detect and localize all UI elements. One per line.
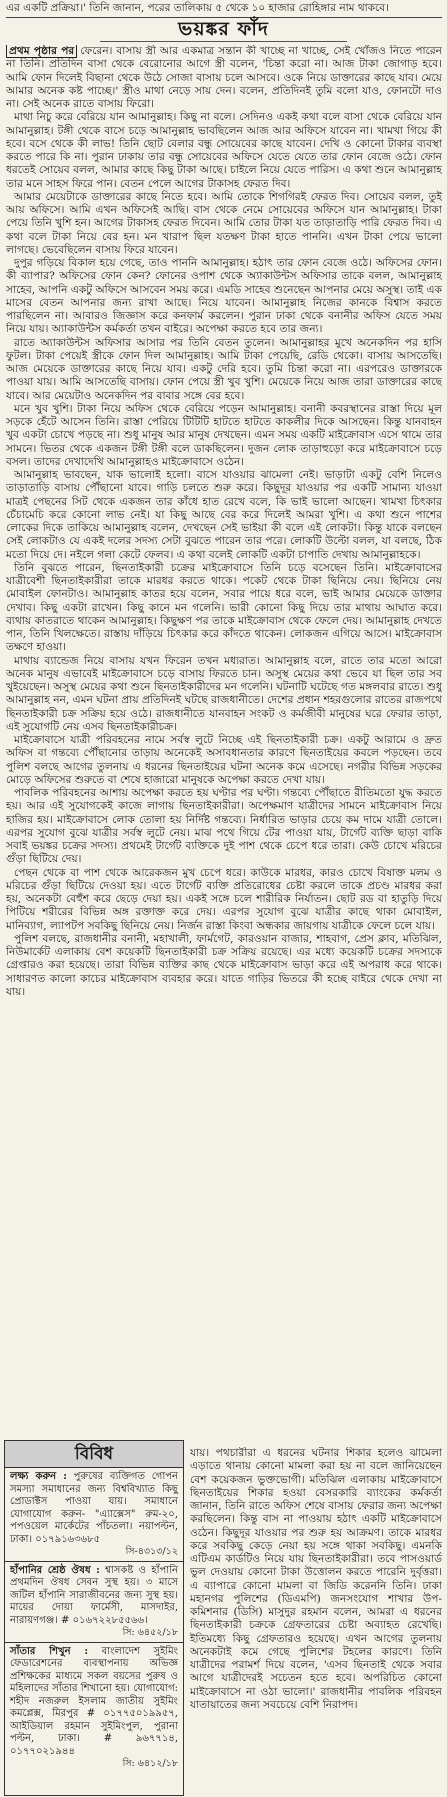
article-lead [6,45,442,111]
article-paragraph: মনে খুব খুশি। টাকা নিয়ে অফিস থেকে বেরিয়ে পড়েন আমানুল্লাহ। বনানী কবরস্থানের রাস্তা দিয়ে মূল সড়কে হেঁটে আসেন তিনি। রাস্তা পেরিয়ে টিটিটি হাটতে হাটতে কাকলীর দিকে আসছেন। কিন্তু যানবাহন খুব একটা চোখে পড়ছে না। শুধু মানুষ আর মানুষ দেখছেন। এমন সময় একটি মাইক্রোবাস এসে থামে তার সামনে। ভিতর থেকে একজন টঙ্গী টঙ্গী বলে ডাকছিলেন। দুজন লোক তাড়াহুড়ো করে মাইক্রোবাসে চড়ে বসল। তাদের দেখাদেখি আমানুল্লাহও মাইক্রোবাসে ওঠেন। [6,402,442,468]
article-paragraph: আমানুল্লাহ ভাবছেন, যাক ভালোই হলো। বাসে যাওয়ার ঝামেলা নেই। ভাড়াটা একটু বেশি নিলেও তাড়াতাড়ি বাসায় পৌঁছানো যাবে। গাড়ি চলতে শুরু করে। কিছুদূর যাওয়ার পর একটি সামান্য যাওয়া মাত্রই পেছনের সিট থেকে একজন তার কাঁধে হাত রেখে বলে, কি ভাই ভালো আছেন। খামখা চিৎকার চেঁচামেচি করে কোনো লাভ নেই। যা কিছু আছে বের করে দিলেই আমরা খুশি। এ কথা শুনে পাশের লোকের দিকে তাকিয়ে আমানুল্লাহ বলেন, দেখছেন সেই ভাইয়া কী বলে এই লোকটা। কিন্তু যাকে বলছেন সেই লোকটাও যে একই দলের সদস্য সেটা বুঝতে পারেন তার পরে। লোকটি উল্টো বলল, যা বলছে, ঠিক মতো দিয়ে দে। নইলে গলা কেটে ফেলব। এ কথা বলেই লোকটি একটা চাপাতি দেখায় আমানুল্লাহকে। [6,469,442,561]
article-continuation-column: যায়। পথচারীরা এ ধরনের ঘটনার শিকার হলেও ঝামেলা এড়াতে থানায় কোনো মামলা করা হয় না বলে জানিয়েছেন বেশ কয়েকজন ভুক্তভোগী। মতিঝিল এলাকায় মাইক্রোবাসে ছিনতাইয়ের শিকার হওয়া বেসরকারি ব্যাংকের কর্মকর্তা জানান, তিনি রাতে অফিস শেষে বাসায় ফেরার জন্য অপেক্ষা করছিলেন। কিন্তু বাস না পাওয়ায় হঠাৎ একটি মাইক্রোবাসে ওঠেন। কিছুদূর যাওয়ার পর শুরু হয় আক্রমণ। তাকে মারধর করে সবকিছু কেড়ে নেয়া হয় সঙ্গে থাকা সবকিছু। এমনকি এটিএম কার্ডটিও নিয়ে যায় ছিনতাইকারীরা। তবে পাসওয়ার্ড ভুল দেওয়ায় কোনো টাকা উত্তোলন করতে পারেনি দুর্বৃত্তরা। এ ব্যাপারে কোনো মামলা বা জিডি করেননি তিনি। ঢাকা মহানগর পুলিশের (ডিএমপি) জনসংযোগ শাখার উপ-কমিশনার (ডিসি) মাসুদুর রহমান বলেন, আমরা এ ধরনের ছিনতাইকারী চক্রকে গ্রেফতারের চেষ্টা অব্যাহত রেখেছি। ইতিমধ্যে কিছু গ্রেফতারও হয়েছে। এখন আগের তুলনায় অনেকটাই কমে গেছে পুলিশের টহলের কারণে। তিনি যাত্রীদের পরামর্শ দিয়ে বলেন, 'এসব ছিনতাই থেকে সবার আগে যাত্রীদেরই সচেতন হতে হবে। অপরিচিত কোনো মাইক্রোবাসে না ওঠা ভালো।' রাজধানীর পাবলিক পরিবহন যাতায়াতের জন্য সবচেয়ে বেশি নিরাপদ। [190,1447,442,1711]
ad-title: সাঁতার শিখুন : [10,1645,89,1657]
ad-code: সি: ৬৪৫২/১৮ [122,1627,178,1638]
article-paragraph: রাতে অ্যাকাউন্টস অফিসার আসার পর তিনি বেতন তুলেন। আমানুল্লাহর মুখে অনেকদিন পর হাসি ফুটল। টাকা পেয়েই স্ত্রীকে ফোন দিল আমানুল্লাহ। আমি টাকা পেয়েছি, রেডি থেকো। বাসায় আসতেছি। আজ মেয়েকে ডাক্তারের কাছে নিয়ে যাব। একটু দেরি হবে। তুমি চিন্তা করো না। এরপরেও ডাক্তারকে পাওয়া যায়। আমি আসতেছি বাসায়। ফোন পেয়ে স্ত্রী খুব খুশি। মেয়েকে নিয়ে আজ তারা ডাক্তারের কাছে যাবে। আর মেয়েটাও অনেকদিন পর বাবার সঙ্গে বের হবে। [6,336,442,402]
ad-body: পুরুষের ব্যক্তিগত গোপন সমস্যা সমাধানের জন্য বিশ্ববিখ্যাত কিছু প্রোডাক্টস পাওয়া যায়। সমাধানে যোগাযোগ করুন- "এ্যাক্সেস" রুম-২০, পপওয়েল মার্কেটের পাঁচতলা। নয়াপল্টন, ঢাকা। ০১৭৯১৬৩৬৮৫ [10,1471,178,1545]
headline: ভয়ঙ্কর ফাঁদ [178,18,269,40]
ad-title: হাঁপানির শ্রেষ্ঠ ঔষধ : [10,1564,100,1576]
article-paragraph: মাথা নিচু করে বেরিয়ে যান আমানুল্লাহ। কিছু না বলে। সেদিনও একই কথা বলে বাসা থেকে বেরিয়ে যান আমানুল্লাহ। টঙ্গী থেকে বাসে চড়ে আমানুল্লাহ ভাবছিলেন আজ আর অফিসে যাবেন না। খামখা গিয়ে কী হবে। বসে থেকে কী লাভ! তিনি ছোট বেলার বন্ধু সোয়েবের কাছে যাবেন। দেখি ও কোনো টাকার ব্যবস্থা করতে পারে কি না। পুরান ঢাকায় তার বন্ধু সোয়েবের অফিসে যেতে যেতে তার ফোন বেজে ওঠে। ফোন ধরতেই সোয়েব বলল, আমার কাছে কিছু টাকা আছে। চাইলে নিয়ে যেতে পারিস। এ কথা শুনে আমানুল্লাহ তার মনে সাহস ফিরে পান। বেতন পেলে আগের টাকাসহ ফেরত দিব। [6,111,442,190]
jump-tag: প্রথম পৃষ্ঠার পর [6,45,77,58]
classifieds-heading: বিবিধ [5,1441,183,1468]
ad-body: বাংলাদেশ সুইমিং ফেডারেশনের ব্যবস্থাপনায় অভিজ্ঞ প্রশিক্ষকের মাধ্যমে সকল বয়সের পুরুষ ও মহিলাদের সাঁতার শিখানো হয়। যোগাযোগ: শহীদ নজরুল ইসলাম জাতীয় সুইমিং কমপ্লেক্স, মিরপুর # ০১৭৭৫০১৯৯৫৭, আইডিয়াল রহমান সুইমিংপুল, পুরানা পল্টন, ঢাকা। # ৯৬৭৭১৪, ০১৭৭০২১৯৪৪ [10,1645,178,1757]
ad-title: লক্ষ্য করুন : [10,1471,67,1482]
ad-code: সি: ৬৪১২/১৮ [122,1758,178,1769]
article-paragraph: পুলিশ বলছে, রাজধানীর বনানী, মহাখালী, ফার্মগেট, কারওয়ান বাজার, শাহবাগ, প্রেস ক্লাব, মতিঝিল, নিউমার্কেট এলাকায় বেশ কয়েকটি ছিনতাইকারী চক্র সক্রিয় রয়েছে। এর মধ্যে কয়েকটি চক্রের সদস্যকে গ্রেপ্তারও করা হয়েছে। তারা বিভিন্ন ব্যক্তির কাছ থেকে মাইক্রোবাস ভাড়া করে এই অপরাধ করে থাকে। সাধারণত কালো কাচের মাইক্রোবাস ব্যবহার করে। যাতে গাড়ির ভিতরে কী হচ্ছে বাইরে থেকে দেখা না যায়। [6,932,442,998]
article-paragraph: মাইক্রোবাসে যাত্রী পরিবহনের নামে সর্বস্ব লুটে নিচ্ছে এই ছিনতাইকারী চক্র। একটু আরামে ও দ্রুত অফিস বা গন্তব্যে পৌঁছানোর তাড়ায় অনেকেই অসাবধানতার কারণে ছিনতাইয়ের কবলে পড়ছেন। তবে পুলিশ বলছে আগের তুলনায় এ ধরনের ছিনতাইয়ের ঘটনা অনেক কমে এসেছে। নগরীর বিভিন্ন সড়কের মোড়ে অফিসের শুরুতে বা শেষে হাজারো মানুষকে অপেক্ষা করতে দেখা যায়। [6,734,442,786]
ad-body: শ্বাসকষ্ট ও হাঁপানি প্রথমদিন ঔষধ সেবন সুস্থ হয়। ৩ মাসে জটিল হাঁপানি সারাজীবনের জন্য সুস্থ হয়। মায়ের দোয়া ফার্মেসী, মাসদাইর, নারায়ণগঞ্জ। # ০১৬৭২২৮৫৫৬৬। [10,1564,178,1626]
previous-story-tail: এর একটি প্রক্রিয়া।' তিনি জানান, পরের তালিকায় ৫ থেকে ১০ হাজার রোহিঙ্গার নাম থাকবে। [6,2,442,18]
classifieds-box [4,1440,184,1796]
article-paragraph: মাথায় ব্যান্ডেজ নিয়ে বাসায় যখন ফিরেন তখন মধ্যরাত। আমানুল্লাহ বলে, রাতে তার মতো আরো অনেক মানুষ এভাবেই মাইক্রোবাসে চড়ে বাসায় ফিরতে চান। অসুস্থ মেয়ের কথা ভেবে যা ছিল তার সব খুইয়েছেন। অসুস্থ মেয়ের কথা শুনে ছিনতাইকারীদের মন গলেনি। ঘটনাটি ঘটেছে গত মঙ্গলবার রাতে। শুধু আমানুল্লাহ নন, এমন ঘটনা প্রায় প্রতিদিনই ঘটছে রাজধানীতে। দেশের প্রধান শহরগুলোর রাতের রাজপথে ছিনতাইকারী চক্র সক্রিয় হয়ে ওঠে। রাজধানীতে যানবাহন সংকট ও কর্মজীবী মানুষের ঘরে ফেরার তাড়া, এই সুযোগটি নেয় এসব ছিনতাইকারীচক্র। [6,654,442,733]
classified-ad [5,1643,183,1773]
article-paragraph: আমার মেয়েটাকে ডাক্তারের কাছে নিতে হবে। আমি তোকে শিগগিরই ফেরত দিব। সোয়েব বলল, তুই আয় অফিসে। আমি এখন অফিসেই আছি। বাস থেকে নেমে সোয়েবের অফিসে যান আমানুল্লাহ। টাকা পেয়ে তিনি খুশি হন। আগের টাকাসহ ফেরত দিবেন। আমি তোর টাকা যত তাড়াতাড়ি পারি ফেরত দিব। এ কথা বলে টাকা নিয়ে বের হন। মন খারাপ ছিল যতক্ষণ টাকা হাতে পাননি। এখন টাকা পেয়ে ভালো লাগছে। ভেবেছিলেন বাসায় ফিরে যাবেন। [6,190,442,256]
headline-rule [100,41,347,42]
classified-ad [5,1562,183,1643]
article-paragraph: পাবলিক পরিবহনের আশায় অপেক্ষা করতে হয় ঘণ্টার পর ঘণ্টা। গন্তব্যে পৌঁছাতে রীতিমতো যুদ্ধ করতে হয়। আর এই সুযোগকেই কাজে লাগায় ছিনতাইকারীরা। অপেক্ষমাণ যাত্রীদের সামনে মাইক্রোবাস নিয়ে হাজির হয়। মাইক্রোবাসে লোক তোলা হয় নির্দিষ্ট গন্তব্যে। নির্ধারিত ভাড়ার চেয়ে কম দামে যাত্রী তোলে। এরপর সুযোগ বুঝে যাত্রীর সর্বস্ব লুটে নেয়। মাঝ পথে গিয়ে টের পাওয়া যায়, টার্গেট ব্যক্তি ছাড়া বাকি সবাই ভয়ঙ্কর চক্রের সদস্য। প্রথমেই টার্গেট ব্যক্তিকে দুই পাশ থেকে চেপে ধরে তারা। কেউ চোখে মরিচের গুঁড়া ছিটিয়ে দেয়। [6,787,442,866]
article-paragraph: পেছন থেকে বা পাশ থেকে আরেকজন মুখ চেপে ধরে। কাউকে মারধর, কারও চোখে বিষাক্ত মলম ও মরিচের গুঁড়া ছিটিয়ে দেওয়া হয়। এতে টার্গেট ব্যক্তি প্রতিরোধের চেষ্টা করলে তাকে প্রচণ্ড মারধর করা হয়, অনেকটা বেহুঁশ করে ছেড়ে দেয়া হয়। একই সঙ্গে চলে শারীরিক নির্যাতন। ছোট রড বা হাতুড়ি দিয়ে পিটিয়ে শরীরের বিভিন্ন অঙ্গ রক্তাক্ত করে দেয়। এরপর সুযোগ বুঝে যাত্রীর কাছে থাকা মোবাইল, মানিব্যাগ, ল্যাপটপ সবকিছু ছিনিয়ে নেয়। নির্জন রাস্তা কিংবা অন্ধকার জায়গায় যাত্রীকে ফেলে চলে যায়। [6,866,442,932]
article-body [6,45,442,1445]
classified-ad [5,1468,183,1562]
ad-code: সি-৪৩১৩/১২ [125,1546,178,1557]
article-paragraph: তিনি বুঝতে পারেন, ছিনতাইকারী চক্রের মাইক্রোবাসে তিনি চড়ে বসেছেন তিনি। মাইক্রোবাসের যাত্রীবেশী ছিনতাইকারীরা তাকে মারধর করতে থাকে। পকেট থেকে টাকা ছিনিয়ে নেয়। ছিনিয়ে নেয় মোবাইল ফোনটাও। আমানুল্লাহ কাতর হয়ে বলেন, সবার পায়ে ধরে বলে, ভাই আমার মেয়েকে ডাক্তার দেখাব। কিছু একটা রাখেন। কিছু কানে মন গলেনি। ভারী কোনো কিছু দিয়ে তার মাথায় আঘাত করে। ব্যথায় কাতরাতে থাকেন আমানুল্লাহ। কিছুক্ষণ পর তাকে মাইক্রোবাস থেকে ফেলে দেয়। আমানুল্লাহ দেখতে পান, তিনি খিলক্ষেতে। রাস্তায় দাঁড়িয়ে চিৎকার করে কাঁদতে থাকেন। লোকজন এগিয়ে আসে। মাইক্রোবাস তক্ষণে হাওয়া। [6,561,442,654]
lead-text: ফেরেন। বাসায় স্ত্রী আর একমাত্র সন্তান কী খাচ্ছে না খাচ্ছে, সেই খোঁজও নিতে পারেন না তিনি। প্রতিদিন বাসা থেকে বেরোনোর আগে স্ত্রী বলেন, 'চিন্তা করো না। আজ টাকা জোগাড় হবে। আমি ফোন দিলেই বিছানা থেকে উঠে সোজা বাসায় চলে আসবে। ওকে নিয়ে ডাক্তারের কাছে যাব। মেয়ে আমার অনেক কষ্ট পাচ্ছে।' স্ত্রীও মাথা নেড়ে সায় দেন। বলেন, প্রতিদিনই তুমি বলো যাও, ফোনটো দাও না। সেই অনেক রাতে বাসায় ফিরো। [6,45,442,110]
article-paragraph: দুপুর গড়িয়ে বিকাল হয়ে গেছে, তাও পাননি আমানুল্লাহ। হঠাৎ তার ফোন বেজে ওঠে। অফিসের ফোন। কী ব্যাপার? অফিসের ফোন কেন? ফোনের ওপাশ থেকে অ্যাকাউন্টস অফিসার তাকে বলল, আমানুল্লাহ সাহেব, আপনি একটু অফিসে আসবেন সময় করে। এমডি সাহেব শুনেছেন আপনার মেয়ে অসুস্থ। তাই এক মাসের বেতন আপনার জন্য রাখা আছে। নিয়ে যাবেন। আমানুল্লাহ নিজের কানকে বিশ্বাস করতে পারছিলেন না। আবারও জিজ্ঞাস করে কনফার্ম করলেন। পুরান ঢাকা থেকে বনানীর অফিস যেতে সময় নিয়ে যায়। অ্যাকাউন্টস কর্মকর্তা তখন বাইরে। অপেক্ষা করতে হবে তার জন্য। [6,257,442,336]
